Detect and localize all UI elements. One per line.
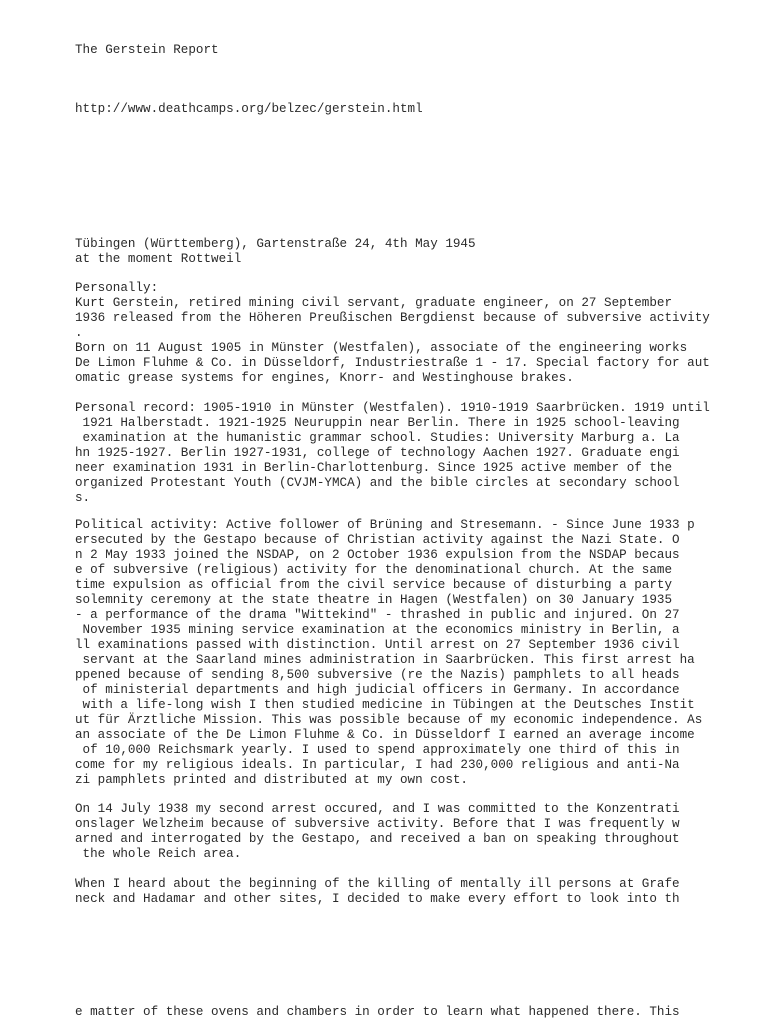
killing-line: neck and Hadamar and other sites, I decided to make every effort to look into th bbox=[75, 892, 680, 906]
political-activity-line: an associate of the De Limon Fluhme & Co. in Düsseldorf I earned an average income bbox=[75, 728, 695, 742]
political-activity-line: come for my religious ideals. In particular, I had 230,000 religious and anti-Na bbox=[75, 758, 680, 772]
political-activity-line: time expulsion as official from the civil service because of disturbing a party bbox=[75, 578, 673, 592]
personal-record-line: Personal record: 1905-1910 in Münster (Westfalen). 1910-1919 Saarbrücken. 1919 until bbox=[75, 401, 710, 415]
personal-record-line: hn 1925-1927. Berlin 1927-1931, college of technology Aachen 1927. Graduate engi bbox=[75, 446, 680, 460]
political-activity-line: servant at the Saarland mines administration in Saarbrücken. This first arrest ha bbox=[75, 653, 695, 667]
political-activity-line: ut für Ärztliche Mission. This was possible because of my economic independence. As bbox=[75, 713, 703, 727]
personally-line: Born on 11 August 1905 in Münster (Westfalen), associate of the engineering works bbox=[75, 341, 688, 355]
second-arrest-line: the whole Reich area. bbox=[75, 847, 242, 861]
political-activity-line: of 10,000 Reichsmark yearly. I used to spend approximately one third of this in bbox=[75, 743, 680, 757]
personal-record-line: 1921 Halberstadt. 1921-1925 Neuruppin near Berlin. There in 1925 school-leaving bbox=[75, 416, 680, 430]
footer-continuation-line: e matter of these ovens and chambers in order to learn what happened there. This bbox=[75, 1005, 680, 1019]
personally-heading: Personally: bbox=[75, 281, 159, 295]
political-activity-line: ppened because of sending 8,500 subversive (re the Nazis) pamphlets to all heads bbox=[75, 668, 680, 682]
second-arrest-line: On 14 July 1938 my second arrest occured, and I was committed to the Konzentrati bbox=[75, 802, 680, 816]
political-activity-line: solemnity ceremony at the state theatre in Hagen (Westfalen) on 30 January 1935 bbox=[75, 593, 673, 607]
political-activity-line: November 1935 mining service examination at the economics ministry in Berlin, a bbox=[75, 623, 680, 637]
personally-line: . bbox=[75, 326, 83, 340]
personally-line: Kurt Gerstein, retired mining civil servant, graduate engineer, on 27 September bbox=[75, 296, 673, 310]
place-date-line-2: at the moment Rottweil bbox=[75, 252, 242, 266]
political-activity-line: ersecuted by the Gestapo because of Christian activity against the Nazi State. O bbox=[75, 533, 680, 547]
document-title: The Gerstein Report bbox=[75, 43, 219, 57]
personal-record-line: s. bbox=[75, 491, 91, 505]
second-arrest-line: arned and interrogated by the Gestapo, and received a ban on speaking throughout bbox=[75, 832, 680, 846]
place-date-line-1: Tübingen (Württemberg), Gartenstraße 24, 4th May 1945 bbox=[75, 237, 476, 251]
killing-line: When I heard about the beginning of the killing of mentally ill persons at Grafe bbox=[75, 877, 680, 891]
political-activity-line: e of subversive (religious) activity for the denominational church. At the same bbox=[75, 563, 673, 577]
political-activity-line: zi pamphlets printed and distributed at my own cost. bbox=[75, 773, 468, 787]
political-activity-line: Political activity: Active follower of Brüning and Stresemann. - Since June 1933 p bbox=[75, 518, 695, 532]
personal-record-line: organized Protestant Youth (CVJM-YMCA) and the bible circles at secondary school bbox=[75, 476, 680, 490]
source-url: http://www.deathcamps.org/belzec/gerstein.html bbox=[75, 102, 423, 116]
second-arrest-line: onslager Welzheim because of subversive activity. Before that I was frequently w bbox=[75, 817, 680, 831]
personally-line: De Limon Fluhme & Co. in Düsseldorf, Industriestraße 1 - 17. Special factory for aut bbox=[75, 356, 710, 370]
political-activity-line: ll examinations passed with distinction. Until arrest on 27 September 1936 civil bbox=[75, 638, 680, 652]
political-activity-line: n 2 May 1933 joined the NSDAP, on 2 October 1936 expulsion from the NSDAP becaus bbox=[75, 548, 680, 562]
personally-line: omatic grease systems for engines, Knorr- and Westinghouse brakes. bbox=[75, 371, 574, 385]
political-activity-line: of ministerial departments and high judicial officers in Germany. In accordance bbox=[75, 683, 680, 697]
personally-line: 1936 released from the Höheren Preußischen Bergdienst because of subversive activity bbox=[75, 311, 710, 325]
personal-record-line: neer examination 1931 in Berlin-Charlottenburg. Since 1925 active member of the bbox=[75, 461, 673, 475]
political-activity-line: - a performance of the drama "Wittekind" - thrashed in public and injured. On 27 bbox=[75, 608, 680, 622]
personal-record-line: examination at the humanistic grammar school. Studies: University Marburg a. La bbox=[75, 431, 680, 445]
political-activity-line: with a life-long wish I then studied medicine in Tübingen at the Deutsches Instit bbox=[75, 698, 695, 712]
